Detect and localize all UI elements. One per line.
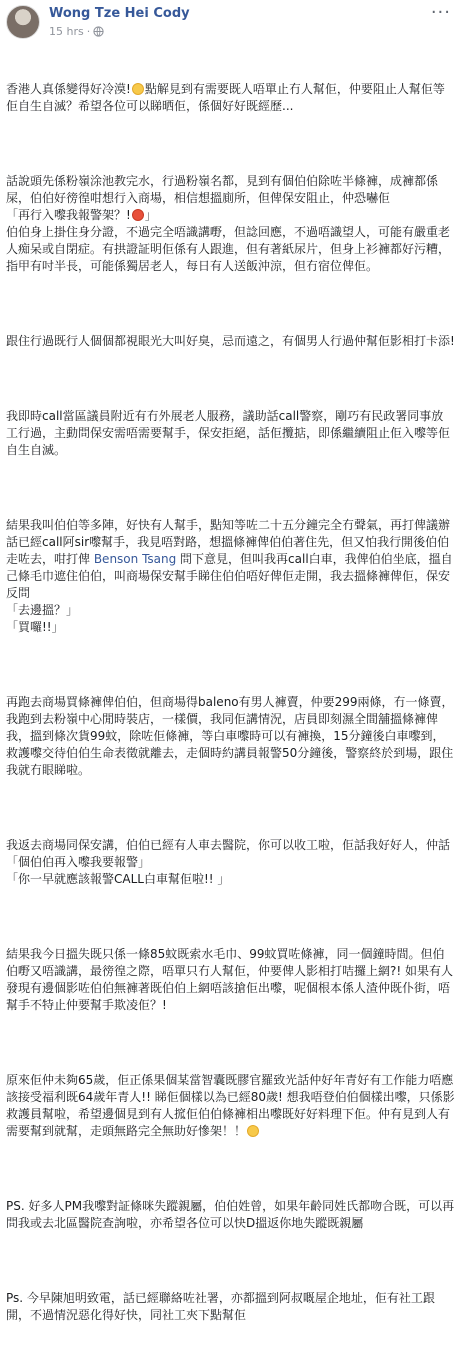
more-options-icon[interactable]: ··· [430, 2, 451, 23]
post-paragraph-7: 再跑去商場買條褲俾伯伯，但商場得baleno有男人褲賣，仲要299兩條，冇一條賣，我跑到去粉嶺中心閒時裝店，一樣價，我同佢講情況，店員即刻濕全間舖搵條褲俾我，搵到條次貨99蚊，除咗佢條褲，等白車嚟時可以有褲換，15分鐘後白車嚟到，救護嚟交待伯伯生命表徵就離去，走個時約講員報警50分鐘後，警察終於到場，跟住我就冇眼睇啦。 [6, 695, 454, 777]
author-name[interactable]: Wong Tze Hei Cody [49, 6, 190, 21]
post-header [0, 0, 461, 44]
post-paragraph-2: 話說頭先係粉嶺涂池教完水，行過粉嶺名都，見到有個伯伯除咗半條褲，成褲都係屎，伯伯好徬徨咁想行入商場，相信想搵廁所，但俾保安阻止，仲恐嚇佢 「再行入嚟我報警架？! 」 伯伯身上掛住身分證，不過完全唔識講嘢，但諗回應，不過唔識望人，可能有嚴重老人痴呆或自閉症。有拱證証明佢係有人跟進，但有著紙尿片，但身上衫褲都好污糟，指甲有吋半長，可能係獨居老人，每日有人送飯沖涼，但冇宿位俾佢。 [6, 174, 451, 273]
post-meta [49, 25, 104, 38]
sad-face-icon [247, 1125, 259, 1137]
meta-separator: · [86, 25, 91, 38]
post-paragraph-12: Ps. 今早陳旭明致電，話已經聯絡咗社署，亦都搵到阿叔嘅屋企地址，佢有社工跟開，不過情況惡化得好快，同社工夾下點幫佢 [6, 1291, 435, 1322]
angry-face-icon [132, 209, 144, 221]
post-paragraph-4: 跟住行過既行人個個都視眼光大叫好臭，忌而遠之，有個男人行過仲幫佢影相打卡添! [6, 334, 455, 348]
author-avatar[interactable] [6, 5, 40, 39]
post-time[interactable]: 15 hrs [49, 25, 84, 38]
post-paragraph-6: 結果我叫伯伯等多陣，好快有人幫手，點知等咗二十五分鐘完全冇聲氣，再打俾議辦話已經call阿sir嚟幫手，我見唔對路，想搵條褲俾伯伯著住先，但又怕我行開後伯伯走咗去，咁打俾 Benson Tsang 問下意見，但叫我再call白車，我俾伯伯坐底，搵自己條毛巾遮住伯伯，叫商場保安幫手睇住伯伯唔好俾佢走開，我去搵條褲俾佢，保安反問 「去邊搵？」 「買囉!!」 [6, 518, 453, 634]
post-body [6, 47, 455, 1348]
globe-icon [93, 26, 104, 37]
mention-link[interactable]: Benson Tsang [93, 552, 177, 566]
post-paragraph-11: PS. 好多人PM我嚟對証條咪失蹤親屬，伯伯姓曾，如果年齡同姓氏都吻合既，可以再問我或去北區醫院查詢啦，亦希望各位可以快D搵返你地失蹤既親屬 [6, 1199, 455, 1230]
post-paragraph-9: 結果我今日搵失既只係一條85蚊既索水毛巾、99蚊買咗條褲，同一個鐘時間。但伯伯嘢又唔識講，最徬徨之際，唔單只冇人幫佢，仲要俾人影相打咭攞上網?! 如果有人發現有邊個影咗伯伯無褲著既伯伯上網唔該搶佢出嚟，呢個根本係人渣仲既仆街，唔幫手不特止仲要幫手欺凌佢？! [6, 947, 453, 1012]
post-paragraph-1: 香港人真係變得好冷漠! 點解見到有需要既人唔單止冇人幫佢，仲要阻止人幫佢等佢自生自滅？希望各位可以睇晒佢，係個好好既經歷... [6, 82, 445, 113]
post-paragraph-10: 原來佢仲未夠65歲，佢正係果個某當智囊既膠官羅致光話仲好年青好有工作能力唔應該接受福利既64歲年青人!! 睇佢個樣以為已經80歲! 想我唔登伯伯個樣出嚟，只係影救護員幫啦，希望邊個見到有人搲佢伯伯條褲相出嚟既好好料理下佢。仲有見到人有需要幫到就幫，走頭無路完全無助好慘架！！ [6, 1073, 455, 1138]
post-paragraph-5: 我即時call當區議員附近有冇外展老人服務，議助話call警察，剛巧有民政署同事放工行過，主動問保安需唔需要幫手，保安拒絕，話佢攬掂，即係繼續阻止佢入嚟等佢自生自滅。 [6, 409, 451, 457]
post-paragraph-8: 我返去商場同保安講，伯伯已經有人車去醫院，你可以收工啦，佢話我好好人，仲話 「個伯伯再入嚟我要報警」 「你一早就應該報警CALL白車幫佢啦!! 」 [6, 838, 451, 886]
worried-face-icon [132, 83, 144, 95]
